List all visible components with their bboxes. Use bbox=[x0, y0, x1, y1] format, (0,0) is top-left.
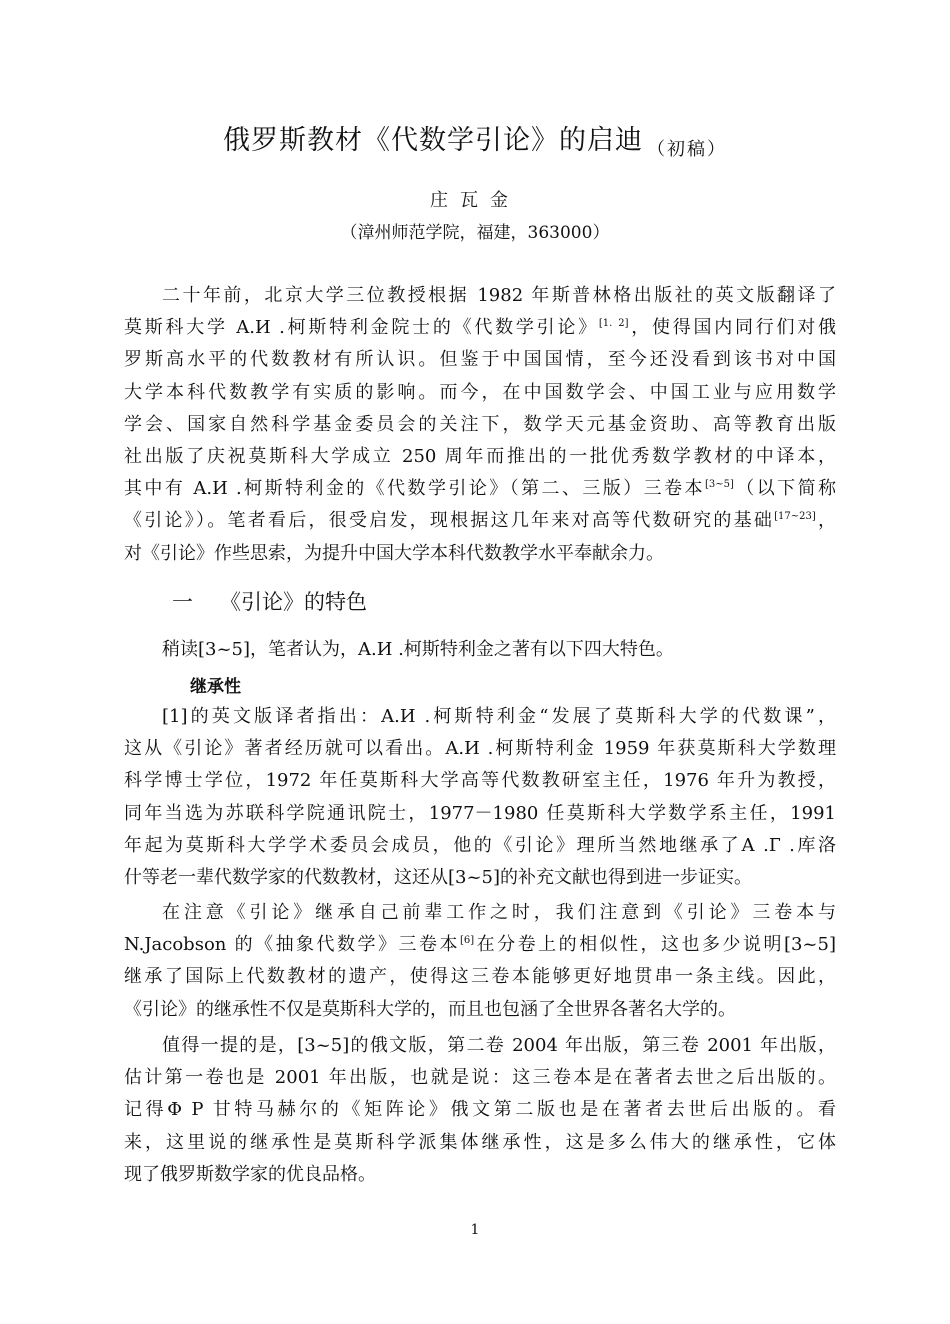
citation-ref: [3~5] bbox=[704, 479, 734, 491]
author-name: 庄瓦金 bbox=[430, 190, 520, 211]
section-lead bbox=[124, 634, 836, 666]
text-line: 值得一提的是，[3~5]的俄文版，第二卷 2004 年出版，第三卷 2001 年出版， bbox=[162, 1035, 836, 1056]
citation-ref: [6] bbox=[459, 935, 475, 947]
document-title bbox=[0, 118, 950, 161]
body-paragraph bbox=[124, 1030, 836, 1191]
text-line: 《引论》的继承性不仅是莫斯科大学的，而且也包涵了全世界各著名大学的。 bbox=[124, 998, 736, 1020]
section-number: 一 bbox=[172, 590, 193, 614]
text-line: 来，这里说的继承性是莫斯科学派集体继承性，这是多么伟大的继承性，它体 bbox=[124, 1131, 836, 1153]
text-line: 稍读[3~5]，笔者认为，A.И .柯斯特利金之著有以下四大特色。 bbox=[162, 639, 674, 660]
citation-ref: [17~23] bbox=[774, 511, 816, 523]
text-line bbox=[124, 505, 836, 537]
draft-note: （初稿） bbox=[647, 139, 727, 160]
text-span: 在分卷上的相似性，这也多少说明[3~5] bbox=[474, 934, 836, 956]
text-line bbox=[124, 473, 836, 505]
text-line: 同年当选为苏联科学院通讯院士，1977－1980 任莫斯科大学数学系主任，1991 bbox=[124, 802, 836, 824]
text-span: 其中有 A.И .柯斯特利金的《代数学引论》（第二、三版）三卷本 bbox=[124, 478, 705, 500]
text-span: 《引论》）。笔者看后，很受启发，现根据这几年来对高等代数研究的基础 bbox=[124, 510, 775, 532]
text-line: 大学本科代数教学有实质的影响。而今，在中国数学会、中国工业与应用数学 bbox=[124, 381, 836, 403]
text-span: 莫斯科大学 A.И .柯斯特利金院士的《代数学引论》 bbox=[124, 317, 599, 339]
title-text: 俄罗斯教材《代数学引论》的启迪 bbox=[223, 125, 643, 156]
text-line: 社出版了庆祝莫斯科大学成立 250 周年而推出的一批优秀数学教材的中译本， bbox=[124, 446, 836, 468]
text-line: 继承了国际上代数教材的遗产，使得这三卷本能够更好地贯串一条主线。因此， bbox=[124, 966, 836, 988]
body-paragraph bbox=[124, 897, 836, 1026]
text-line: 现了俄罗斯数学家的优良品格。 bbox=[124, 1163, 376, 1185]
page-number: 1 bbox=[470, 1222, 480, 1238]
text-line: 二十年前，北京大学三位教授根据 1982 年斯普林格出版社的英文版翻译了 bbox=[162, 285, 836, 306]
text-line: [1]的英文版译者指出：A.И .柯斯特利金“发展了莫斯科大学的代数课”， bbox=[162, 706, 836, 727]
text-line: 学会、国家自然科学基金委员会的关注下，数学天元基金资助、高等教育出版 bbox=[124, 413, 836, 435]
text-line bbox=[124, 312, 836, 344]
text-line: 年起为莫斯科大学学术委员会成员，他的《引论》理所当然地继承了А .Г .库洛 bbox=[124, 834, 836, 856]
author-affiliation: （漳州师范学院，福建，363000） bbox=[340, 223, 610, 243]
text-line: 罗斯高水平的代数教材有所认识。但鉴于中国国情，至今还没看到该书对中国 bbox=[124, 349, 836, 371]
intro-paragraph bbox=[124, 280, 836, 570]
text-line: 对《引论》作些思索，为提升中国大学本科代数教学水平奉献余力。 bbox=[124, 542, 664, 564]
body-paragraph bbox=[124, 701, 836, 894]
section-heading bbox=[172, 586, 367, 616]
subheading: 继承性 bbox=[190, 677, 241, 697]
text-span: ， bbox=[815, 510, 837, 532]
text-line: 记得Φ Р 甘特马赫尔的《矩阵论》俄文第二版也是在著者去世后出版的。看 bbox=[124, 1099, 836, 1121]
text-line: 估计第一卷也是 2001 年出版，也就是说：这三卷本是在著者去世之后出版的。 bbox=[124, 1067, 836, 1089]
text-line: 什等老一辈代数学家的代数教材，这还从[3~5]的补充文献也得到进一步证实。 bbox=[124, 867, 753, 889]
text-line bbox=[124, 929, 836, 961]
text-span: N.Jacobson 的《抽象代数学》三卷本 bbox=[124, 934, 460, 956]
text-span: ，使得国内同行们对俄 bbox=[628, 317, 836, 339]
citation-ref: [1. 2] bbox=[598, 318, 629, 330]
section-title: 《引论》的特色 bbox=[220, 590, 367, 614]
text-line: 在注意《引论》继承自己前辈工作之时，我们注意到《引论》三卷本与 bbox=[162, 902, 836, 923]
text-line: 科学博士学位，1972 年任莫斯科大学高等代数教研室主任，1976 年升为教授， bbox=[124, 770, 836, 792]
text-span: （以下简称 bbox=[733, 478, 836, 500]
text-line: 这从《引论》著者经历就可以看出。A.И .柯斯特利金 1959 年获莫斯科大学数理 bbox=[124, 738, 836, 760]
